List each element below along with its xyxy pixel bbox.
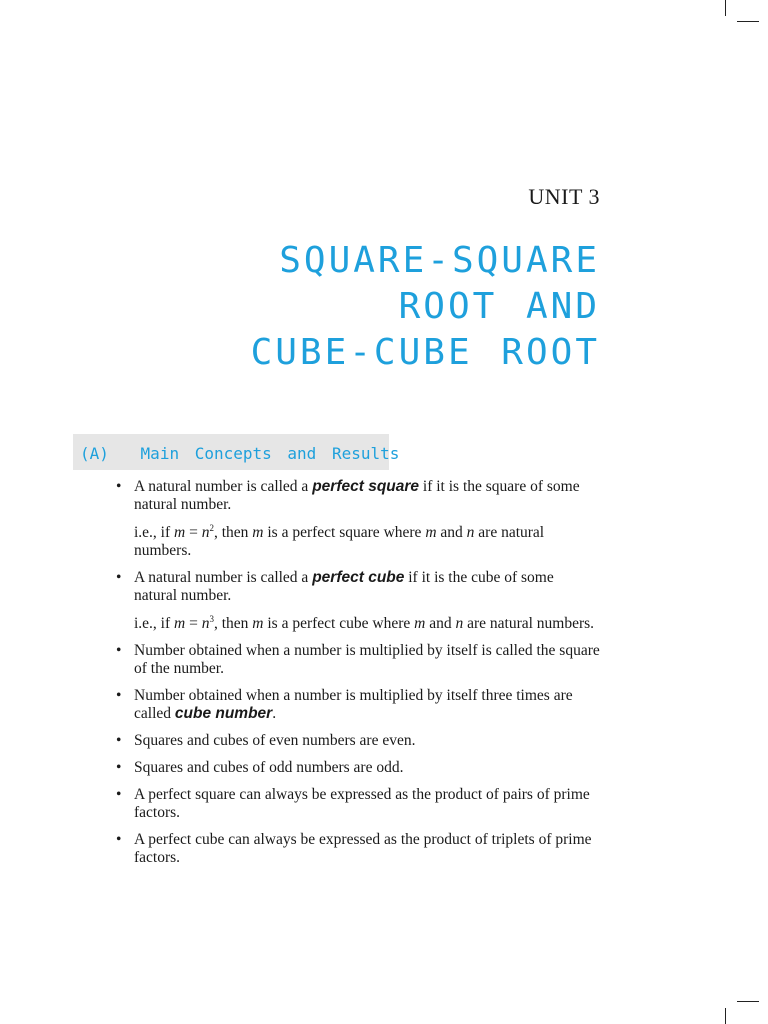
bullet-icon: • <box>116 687 122 704</box>
math-var: m <box>174 524 186 541</box>
key-term: perfect square <box>312 478 420 495</box>
text-run: . <box>272 705 277 722</box>
text-run: = <box>185 524 202 541</box>
crop-mark-bottom-horizontal <box>737 1001 759 1002</box>
math-var: n <box>466 524 475 541</box>
item-text: Number obtained when a number is multiplied by itself is called the square of the number. <box>134 642 600 677</box>
bullet-icon: • <box>116 569 122 586</box>
list-item-square-pairs <box>116 786 600 822</box>
item-text <box>134 569 600 605</box>
math-var: m <box>414 615 426 632</box>
math-var: m <box>252 615 264 632</box>
section-heading <box>80 444 399 463</box>
math-var: m <box>252 524 264 541</box>
text-run: = <box>185 615 202 632</box>
text-run: , then <box>213 615 253 632</box>
list-item-even <box>116 732 600 750</box>
list-item-cube-number <box>116 687 600 723</box>
key-term: perfect cube <box>312 569 405 586</box>
text-run: is a perfect cube where <box>263 615 415 632</box>
text-run: , then <box>213 524 253 541</box>
chapter-title <box>40 238 600 376</box>
item-text: A perfect square can always be expressed as the product of pairs of prime factors. <box>134 786 590 821</box>
bullet-icon: • <box>116 642 122 659</box>
text-run: are natural numbers. <box>463 615 595 632</box>
text-run: i.e., if <box>134 615 175 632</box>
chapter-title-line-2: ROOT AND <box>398 286 600 327</box>
item-example <box>134 524 600 560</box>
chapter-title-line-1: SQUARE-SQUARE <box>279 240 600 281</box>
crop-mark-bottom-vertical <box>725 1008 726 1024</box>
text-run: and <box>436 524 467 541</box>
list-item-square-definition <box>116 642 600 678</box>
exponent: 2 <box>209 522 214 533</box>
bullet-icon: • <box>116 786 122 803</box>
text-run: i.e., if <box>134 524 175 541</box>
text-run: A natural number is called a <box>134 569 313 586</box>
key-term: cube number <box>174 705 273 722</box>
bullet-icon: • <box>116 478 122 495</box>
item-text <box>134 478 600 514</box>
list-item-odd <box>116 759 600 777</box>
bullet-icon: • <box>116 831 122 848</box>
math-var: n <box>201 524 210 541</box>
math-var: m <box>174 615 186 632</box>
text-run: if it is the cube of some natural number. <box>134 569 554 604</box>
crop-mark-top-vertical <box>725 0 726 16</box>
bullet-icon: • <box>116 732 122 749</box>
list-item-cube-triplets <box>116 831 600 867</box>
concepts-list <box>116 478 600 876</box>
crop-mark-top-horizontal <box>737 21 759 22</box>
section-label: (A) <box>80 444 109 463</box>
item-example <box>134 615 600 633</box>
list-item-perfect-cube <box>116 569 600 633</box>
text-run: are natural numbers. <box>134 524 545 559</box>
text-run: A natural number is called a <box>134 478 313 495</box>
text-run: is a perfect square where <box>263 524 426 541</box>
item-text: Squares and cubes of odd numbers are odd. <box>134 759 404 776</box>
text-run: if it is the square of some natural number. <box>134 478 580 513</box>
item-text <box>134 687 600 723</box>
text-run: and <box>425 615 456 632</box>
math-var: n <box>455 615 464 632</box>
math-var: m <box>425 524 437 541</box>
text-run: Number obtained when a number is multiplied by itself three times are called <box>134 687 573 722</box>
item-text: A perfect cube can always be expressed as the product of triplets of prime factors. <box>134 831 592 866</box>
exponent: 3 <box>209 613 214 624</box>
chapter-title-line-3: CUBE-CUBE ROOT <box>250 332 600 373</box>
item-text: Squares and cubes of even numbers are even. <box>134 732 416 749</box>
unit-label: UNIT 3 <box>528 184 600 209</box>
list-item-perfect-square <box>116 478 600 560</box>
bullet-icon: • <box>116 759 122 776</box>
math-var: n <box>201 615 210 632</box>
section-title: Main Concepts and Results <box>140 444 400 463</box>
